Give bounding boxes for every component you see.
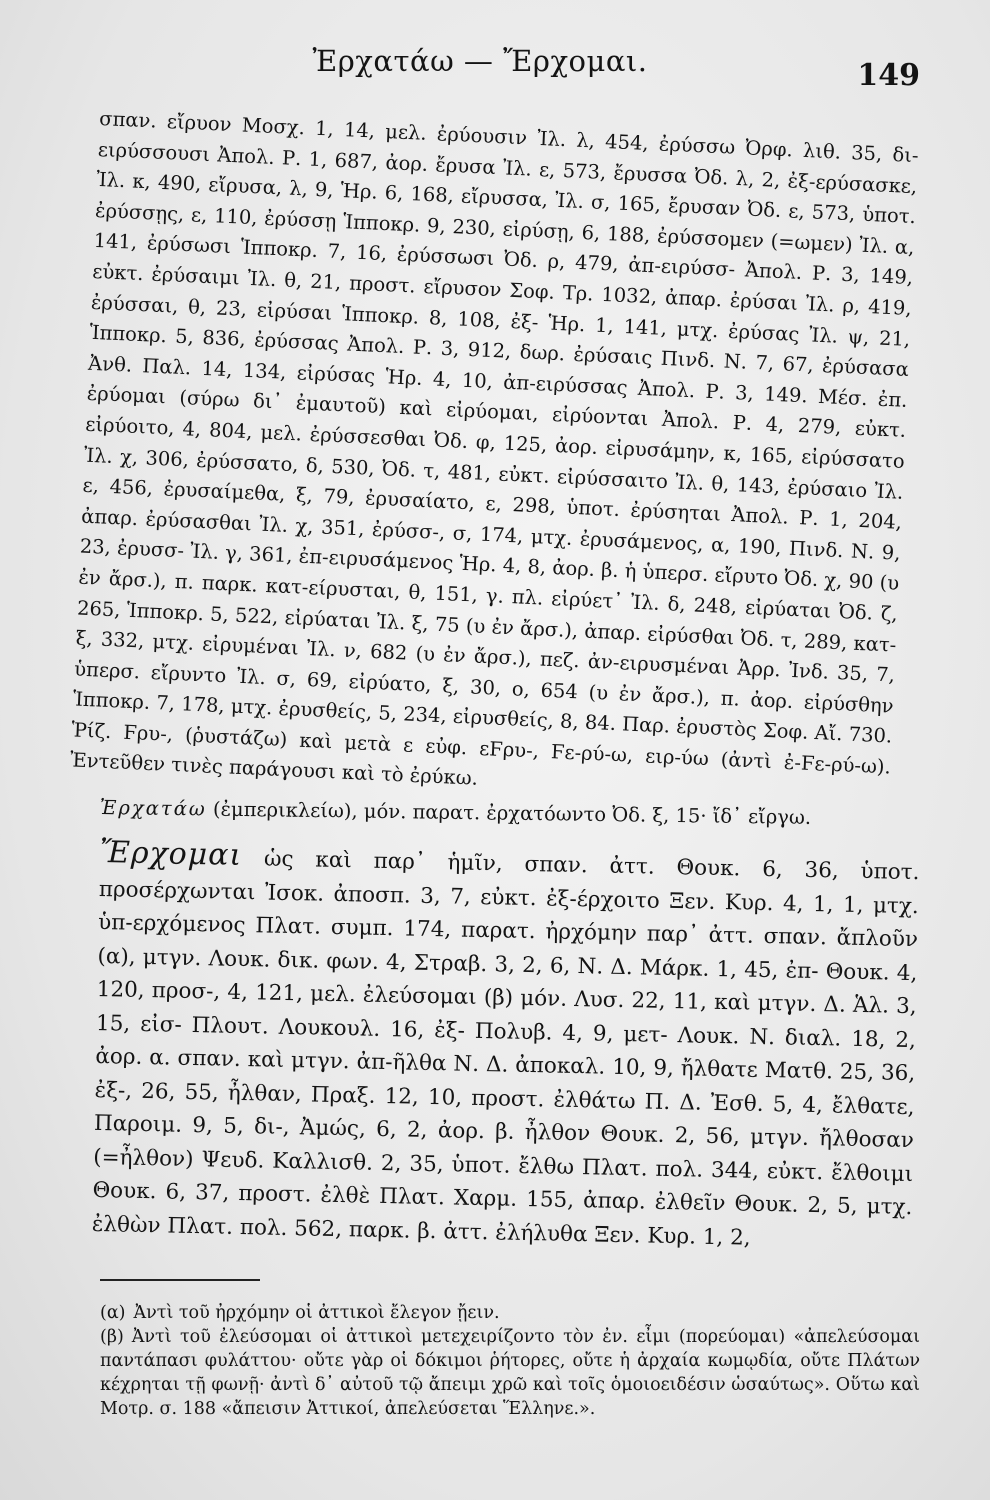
footnote-marker: (α) bbox=[100, 1302, 126, 1323]
footnote-rule bbox=[100, 1279, 260, 1281]
entry-text: ὡς καὶ παρ᾽ ἡμῖν, σπαν. ἀττ. Θουκ. 6, 36, ὑποτ. προσέρχωνται Ἰσοκ. ἀποσπ. 3, 7, εὐκτ. ἐξ-έρχοιτο Ξεν. Κυρ. 4, 1, 1, μτχ. ὑπ-ερχόμενος Πλατ. συμπ. 174, παρατ. ἠρχόμην παρ᾽ ἀττ. σπαν. ἄπλοῦν (α), μτγν. Λουκ. δικ. φων. 4, Στραβ. 3, 2, 6, Ν. Δ. Μάρκ. 1, 45, ἐπ- Θουκ. 4, 120, προσ-, 4, 121, μελ. ἐλεύσομαι (β) μόν. Λυσ. 22, 11, καὶ μτγν. Δ. Ἁλ. 3, 15, εἰσ- Πλουτ. Λουκουλ. 16, ἐξ- Πολυβ. 4, 9, μετ- Λουκ. Ν. διαλ. 18, 2, ἀορ. α. σπαν. καὶ μτγν. ἀπ-ῆλθα Ν. Δ. ἀποκαλ. 10, 9, ἤλθατε Ματθ. 25, 36, ἐξ-, 26, 55, ἦλθαν, Πραξ. 12, 10, προστ. ἐλθάτω Π. Δ. Ἐσθ. 5, 4, ἔλθατε, Παροιμ. 9, 5, δι-, Ἀμώς, 6, 2, ἀορ. β. ἦλθον Θουκ. 2, 56, μτγν. ἤλθοσαν (=ἦλθον) Ψευδ. Καλλισθ. 2, 35, ὑποτ. ἔλθω Πλατ. πολ. 344, εὐκτ. ἔλθοιμι Θουκ. 6, 37, προστ. ἐλθὲ Πλατ. Χαρμ. 155, ἀπαρ. ἐλθεῖν Θουκ. 2, 5, μτχ. ἐλθὼν Πλατ. πολ. 562, παρκ. β. ἀττ. ἐλήλυθα Ξεν. Κυρ. 1, 2, bbox=[91, 845, 920, 1250]
footnote-text: Ἀντὶ τοῦ ἠρχόμην οἱ ἀττικοὶ ἔλεγον ᾔειν. bbox=[133, 1302, 500, 1323]
running-title: Ἐρχατάω — Ἔρχομαι. bbox=[312, 44, 648, 78]
footnotes bbox=[100, 1301, 920, 1421]
entry-continuation-eryo bbox=[69, 104, 919, 814]
entry-text: (ἐμπερικλείω), μόν. παρατ. ἐρχατόωντο Ὀδ. ξ, 15· ἴδ᾽ εἴργω. bbox=[206, 797, 812, 829]
headword: Ἐρχατάω bbox=[99, 796, 207, 821]
headword: Ἔρχομαι bbox=[99, 834, 243, 873]
footnote-text: Ἀντὶ τοῦ ἐλεύσομαι οἱ ἀττικοὶ μετεχειρίζοντο τὸν ἐν. εἶμι (πορεύομαι) «ἀπελεύσομαι παντάπασι φυλάττου· οὔτε γὰρ οἱ δόκιμοι ῥήτορες, οὔτε ἡ ἀρχαία κωμῳδία, οὔτε Πλάτων κέχρηται τῇ φωνῇ· ἀντὶ δ᾽ αὐτοῦ τῷ ἄπειμι χρῶ καὶ τοῖς ὁμοιοειδέσιν ὡσαύτως». Οὕτω καὶ Μοτρ. σ. 188 «ἄπεισιν Ἀττικοί, ἀπελεύσεται Ἕλληνε.». bbox=[100, 1326, 920, 1419]
footnote-a bbox=[100, 1301, 920, 1325]
entry-erchomai bbox=[92, 836, 920, 1258]
entry-text: σπαν. εἴρυον Μοσχ. 1, 14, μελ. ἐρύουσιν Ἰλ. λ, 454, ἐρύσσω Ὀρφ. λιθ. 35, δι-ειρύσσουσι Ἀπολ. Ρ. 1, 687, ἀορ. ἔρυσα Ἰλ. ε, 573, ἔρυσσα Ὀδ. λ, 2, ἐξ-ερύσασκε, Ἰλ. κ, 490, εἴρυσα, λ, 9, Ἡρ. 6, 168, εἴρυσσα, Ἰλ. σ, 165, ἔρυσαν Ὀδ. ε, 573, ὑποτ. ἐρύσσῃς, ε, 110, ἐρύσσῃ Ἱπποκρ. 9, 230, εἰρύσῃ, 6, 188, ἐρύσσομεν (=ωμεν) Ἰλ. α, 141, ἐρύσωσι Ἱπποκρ. 7, 16, ἐρύσσωσι Ὀδ. ρ, 479, ἀπ-ειρύσσ- Ἀπολ. Ρ. 3, 149, εὐκτ. ἐρύσαιμι Ἰλ. θ, 21, προστ. εἴρυσον Σοφ. Τρ. 1032, ἀπαρ. ἐρύσαι Ἰλ. ρ, 419, ἐρύσσαι, θ, 23, εἰρύσαι Ἱπποκρ. 8, 108, ἐξ- Ἡρ. 1, 141, μτχ. ἐρύσας Ἰλ. ψ, 21, Ἱπποκρ. 5, 836, ἐρύσσας Ἀπολ. Ρ. 3, 912, δωρ. ἐρύσαις Πινδ. Ν. 7, 67, ἐρύσασα Ἀνθ. Παλ. 14, 134, εἰρύσας Ἡρ. 4, 10, ἀπ-ειρύσσας Ἀπολ. Ρ. 3, 149. Μέσ. ἐπ. ἐρύομαι (σύρω δι᾽ ἐμαυτοῦ) καὶ εἰρύομαι, εἰρύονται Ἀπολ. Ρ. 4, 279, εὐκτ. εἰρύοιτο, 4, 804, μελ. ἐρύσσεσθαι Ὀδ. φ, 125, ἀορ. εἰρυσάμην, κ, 165, εἰρύσσατο Ἰλ. χ, 306, ἐρύσσατο, δ, 530, Ὀδ. τ, 481, εὐκτ. εἰρύσσαιτο Ἰλ. θ, 143, ἐρύσαιο Ἰλ. ε, 456, ἐρυσαίμεθα, ξ, 79, ἐρυσαίατο, ε, 298, ὑποτ. ἐρύσηται Ἀπολ. Ρ. 1, 204, ἀπαρ. ἐρύσασθαι Ἰλ. χ, 351, ἐρύσσ-, σ, 174, μτχ. ἐρυσάμενος, α, 190, Πινδ. Ν. 9, 23, ἐρυσσ- Ἰλ. γ, 361, ἐπ-ειρυσάμενος Ἡρ. 4, 8, ἀορ. β. ἡ ὑπερσ. εἴρυτο Ὀδ. χ, 90 (υ ἐν ἄρσ.), π. παρκ. κατ-είρυσται, θ, 151, γ. πλ. εἰρύετ᾽ Ἰλ. δ, 248, εἰρύαται Ὀδ. ζ, 265, Ἱπποκρ. 5, 522, εἰρύαται Ἰλ. ξ, 75 (υ ἐν ἄρσ.), ἀπαρ. εἰρύσθαι Ὀδ. τ, 289, κατ- ξ, 332, μτχ. εἰρυμέναι Ἰλ. ν, 682 (υ ἐν ἄρσ.), πεζ. ἀν-ειρυσμέναι Ἀρρ. Ἰνδ. 35, 7, ὑπερσ. εἴρυντο Ἰλ. σ, 69, εἰρύατο, ξ, 30, ο, 654 (υ ἐν ἄρσ.), π. ἀορ. εἰρύσθην Ἱπποκρ. 7, 178, μτχ. ἐρυσθείς, 5, 234, εἰρυσθείς, 8, 84. Παρ. ἐρυστὸς Σοφ. Αἴ. 730. Ῥίζ. Ϝρυ-, (ῥυστάζω) καὶ μετὰ ε εὐφ. εϜρυ-, Ϝε-ρύ-ω, ειρ-ύω (ἀντὶ ἐ-Ϝε-ρύ-ω). Ἐντεῦθεν τινὲς παράγουσι καὶ τὸ ἐρύκω. bbox=[69, 106, 920, 791]
page-number: 149 bbox=[857, 58, 920, 93]
footnote-b bbox=[100, 1325, 920, 1421]
page-header bbox=[100, 44, 920, 100]
footnote-marker: (β) bbox=[100, 1326, 124, 1347]
